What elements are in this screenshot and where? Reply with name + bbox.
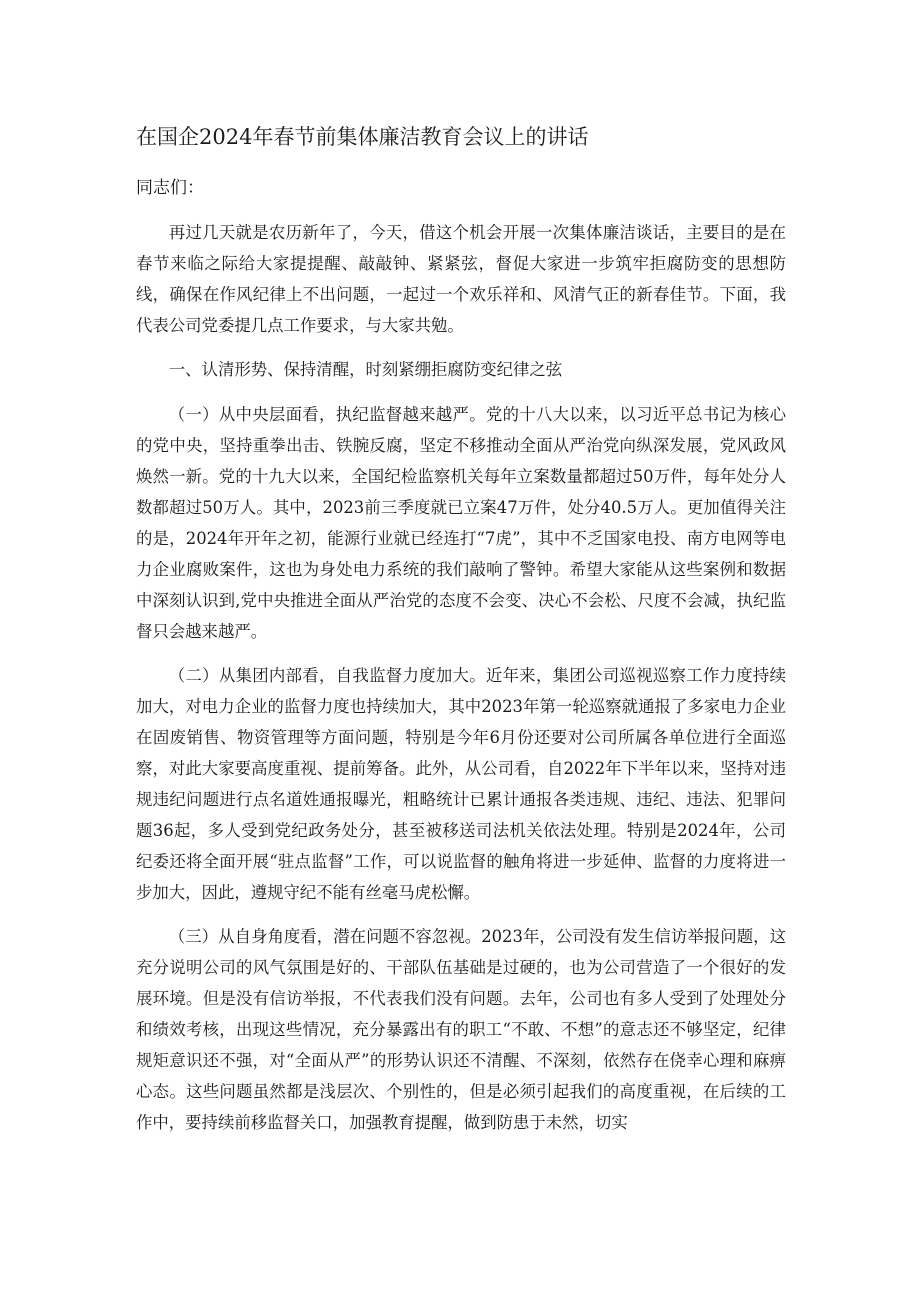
- document-title: 在国企2024年春节前集体廉洁教育会议上的讲话: [136, 125, 589, 149]
- paragraph-central-level: （一）从中央层面看，执纪监督越来越严。党的十八大以来，以习近平总书记为核心的党中央，坚持重拳出击、铁腕反腐，坚定不移推动全面从严治党向纵深发展，党风政风焕然一新。党的十九大以来，全国纪检监察机关每年立案数量都超过50万件，每年处分人数都超过50万人。其中，2023前三季度就已立案47万件，处分40.5万人。更加值得关注的是，2024年开年之初，能源行业就已经连打“7虎”，其中不乏国家电投、南方电网等电力企业腐败案件，这也为身处电力系统的我们敲响了警钟。希望大家能从这些案例和数据中深刻认识到,党中央推进全面从严治党的态度不会变、决心不会松、尺度不会减，执纪监督只会越来越严。: [136, 405, 786, 641]
- section-heading-1: 一、认清形势、保持清醒，时刻紧绷拒腐防变纪律之弦: [168, 360, 563, 379]
- paragraph-self-perspective: （三）从自身角度看，潜在问题不容忽视。2023年，公司没有发生信访举报问题，这充分说明公司的风气氛围是好的、干部队伍基础是过硬的，也为公司营造了一个很好的发展环境。但是没有信访举报，不代表我们没有问题。去年，公司也有多人受到了处理处分和绩效考核，出现这些情况，充分暴露出有的职工“不敢、不想”的意志还不够坚定，纪律规矩意识还不强，对“全面从严”的形势认识还不清醒、不深刻，依然存在侥幸心理和麻痹心态。这些问题虽然都是浅层次、个别性的，但是必须引起我们的高度重视，在后续的工作中，要持续前移监督关口，加强教育提醒，做到防患于未然，切实: [136, 927, 786, 1132]
- paragraph-group-internal: （二）从集团内部看，自我监督力度加大。近年来，集团公司巡视巡察工作力度持续加大，对电力企业的监督力度也持续加大，其中2023年第一轮巡察就通报了多家电力企业在固废销售、物资管理等方面问题，特别是今年6月份还要对公司所属各单位进行全面巡察，对此大家要高度重视、提前筹备。此外，从公司看，自2022年下半年以来，坚持对违规违纪问题进行点名道姓通报曝光，粗略统计已累计通报各类违规、违纪、违法、犯罪问题36起，多人受到党纪政务处分，甚至被移送司法机关依法处理。特别是2024年，公司纪委还将全面开展“驻点监督”工作，可以说监督的触角将进一步延伸、监督的力度将进一步加大，因此，遵规守纪不能有丝毫马虎松懈。: [136, 666, 786, 902]
- paragraph-intro: 再过几天就是农历新年了，今天，借这个机会开展一次集体廉洁谈话，主要目的是在春节来临之际给大家提提醒、敲敲钟、紧紧弦，督促大家进一步筑牢拒腐防变的思想防线，确保在作风纪律上不出问题，一起过一个欢乐祥和、风清气正的新春佳节。下面，我代表公司党委提几点工作要求，与大家共勉。: [136, 223, 786, 335]
- document-body: [136, 217, 786, 1151]
- salutation: 同志们：: [136, 178, 204, 198]
